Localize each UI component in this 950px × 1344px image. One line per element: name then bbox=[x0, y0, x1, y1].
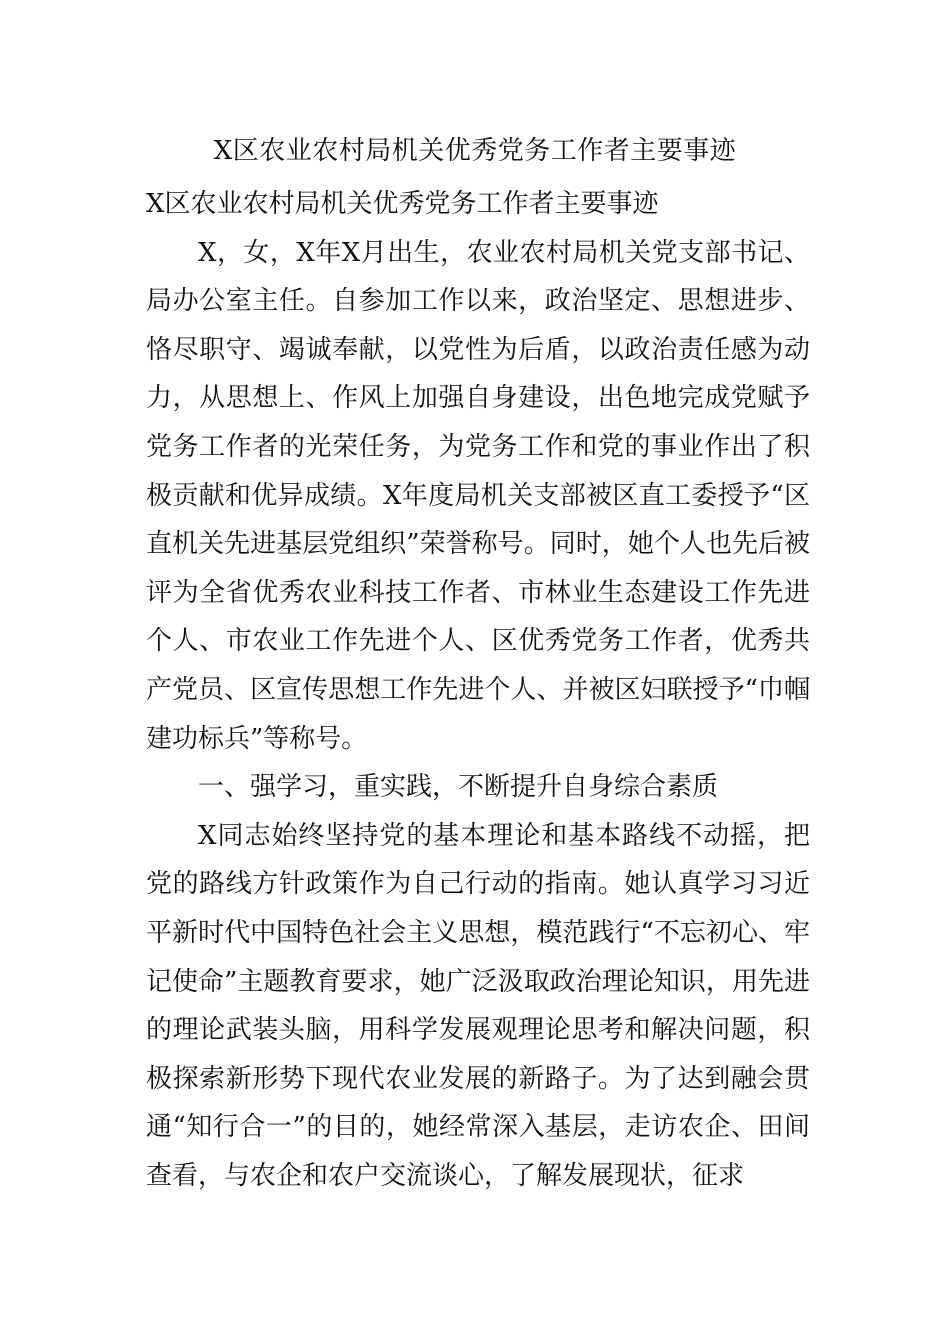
document-subtitle: X区农业农村局机关优秀党务工作者主要事迹 bbox=[146, 189, 659, 219]
paragraph-section-1: X同志始终坚持党的基本理论和基本路线不动摇，把党的路线方针政策作为自己行动的指南。她认真学习习近平新时代中国特色社会主义思想，模范践行“不忘初心、牢记使命”主题教育要求，她广泛汲取政治理论知识，用先进的理论武装头脑，用科学发展观理论思考和解决问题，积极探索新形势下现代农业发展的新路子。为了达到融会贯通“知行合一”的目的，她经常深入基层，走访农企、田间查看，与农企和农户交流谈心，了解发展现状，征求 bbox=[146, 820, 810, 1191]
document-title: X区农业农村局机关优秀党务工作者主要事迹 bbox=[213, 136, 737, 166]
paragraph-intro: X，女，X年X月出生，农业农村局机关党支部书记、局办公室主任。自参加工作以来，政治坚定、思想进步、恪尽职守、竭诚奉献，以党性为后盾，以政治责任感为动力，从思想上、作风上加强自身建设，出色地完成党赋予党务工作者的光荣任务，为党务工作和党的事业作出了积极贡献和优异成绩。X年度局机关支部被区直工委授予“区直机关先进基层党组织”荣誉称号。同时，她个人也先后被评为全省优秀农业科技工作者、市林业生态建设工作先进个人、市农业工作先进个人、区优秀党务工作者，优秀共产党员、区宣传思想工作先进个人、并被区妇联授予“巾帼建功标兵”等称号。 bbox=[146, 237, 810, 754]
section-heading-1: 一、强学习，重实践，不断提升自身综合素质 bbox=[198, 772, 719, 803]
document-body bbox=[146, 180, 810, 1200]
